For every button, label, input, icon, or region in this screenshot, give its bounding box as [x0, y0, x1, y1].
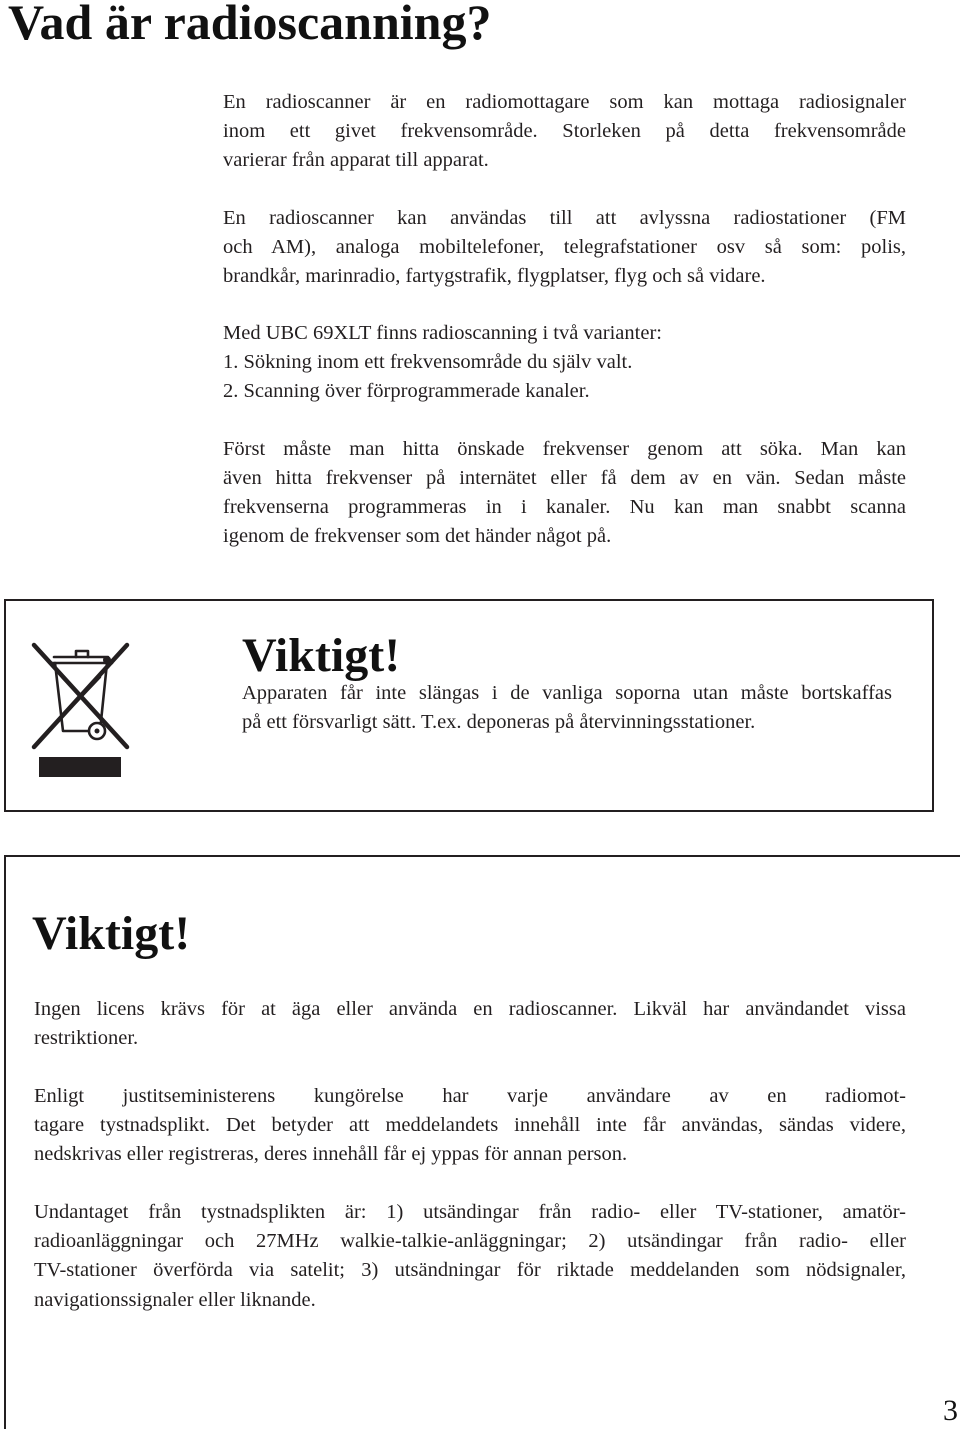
intro-paragraph-definition — [223, 88, 906, 175]
list-item: 1. Sökning inom ett frekvensområde du själv valt. — [223, 351, 633, 373]
text-line: och AM), analoga mobiltelefoner, telegrafstationer osv så som: polis, — [223, 236, 906, 258]
exceptions-paragraph — [34, 1198, 906, 1315]
list-item: 2. Scanning över förprogrammerade kanaler. — [223, 380, 590, 402]
license-paragraph — [34, 995, 906, 1053]
text-line: varierar från apparat till apparat. — [223, 149, 489, 171]
text-line: på ett försvarligt sätt. T.ex. deponeras på återvinningsstationer. — [242, 711, 756, 733]
text-line: restriktioner. — [34, 1027, 139, 1050]
text-line: Apparaten får inte slängas i de vanliga soporna utan måste bortskaffas — [242, 682, 892, 704]
page-title: Vad är radioscanning? — [8, 0, 492, 50]
text-line: igenom de frekvenser som det händer något på. — [223, 525, 612, 547]
text-line: Ingen licens krävs för at äga eller använda en radioscanner. Likväl har användandet vissa — [34, 998, 906, 1020]
text-line: Undantaget från tystnadsplikten är: 1) utsändingar från radio- eller TV-stationer, amatör- — [34, 1201, 906, 1223]
confidentiality-paragraph — [34, 1082, 906, 1170]
notice-title: Viktigt! — [32, 907, 191, 960]
disposal-notice-box — [4, 599, 934, 812]
text-line: brandkår, marinradio, fartygstrafik, flygplatser, flyg och så vidare. — [223, 265, 766, 287]
crossed-out-wheelie-bin-icon — [26, 629, 136, 779]
text-line: frekvenserna programmeras in i kanaler. Nu kan man snabbt scanna — [223, 496, 906, 518]
disposal-notice-text — [242, 679, 892, 737]
intro-paragraph-usage — [223, 204, 906, 291]
text-line: Enligt justitseministerens kungörelse har varje användare av en radiomot- — [34, 1085, 906, 1107]
text-line: TV-stationer överförda via satelit; 3) utsändningar för riktade meddelanden som nödsignaler, — [34, 1259, 906, 1282]
intro-paragraph-search — [223, 435, 906, 551]
text-line: navigationssignaler eller liknande. — [34, 1288, 316, 1311]
text-line: tagare tystnadsplikt. Det betyder att meddelandets innehåll inte får användas, sändas videre, — [34, 1114, 906, 1137]
text-line: inom ett givet frekvensområde. Storleken på detta frekvensområde — [223, 120, 906, 142]
intro-paragraph-variants — [223, 319, 906, 406]
notice-title: Viktigt! — [242, 629, 401, 682]
text-line: Först måste man hitta önskade frekvenser genom att söka. Man kan — [223, 438, 906, 460]
text-line: nedskrivas eller registreras, deres innehåll får ej yppas för annan person. — [34, 1143, 628, 1166]
text-line: även hitta frekvenser på internätet eller få dem av en vän. Sedan måste — [223, 467, 906, 489]
page-number: 3 — [943, 1394, 958, 1427]
text-line: radioanläggningar och 27MHz walkie-talkie-anläggningar; 2) utsändingar från radio- eller — [34, 1230, 906, 1253]
text-line: En radioscanner är en radiomottagare som kan mottaga radiosignaler — [223, 91, 906, 113]
license-notice-box — [4, 855, 960, 1429]
text-line: En radioscanner kan användas till att avlyssna radiostationer (FM — [223, 207, 906, 229]
text-line: Med UBC 69XLT finns radioscanning i två varianter: — [223, 322, 662, 344]
